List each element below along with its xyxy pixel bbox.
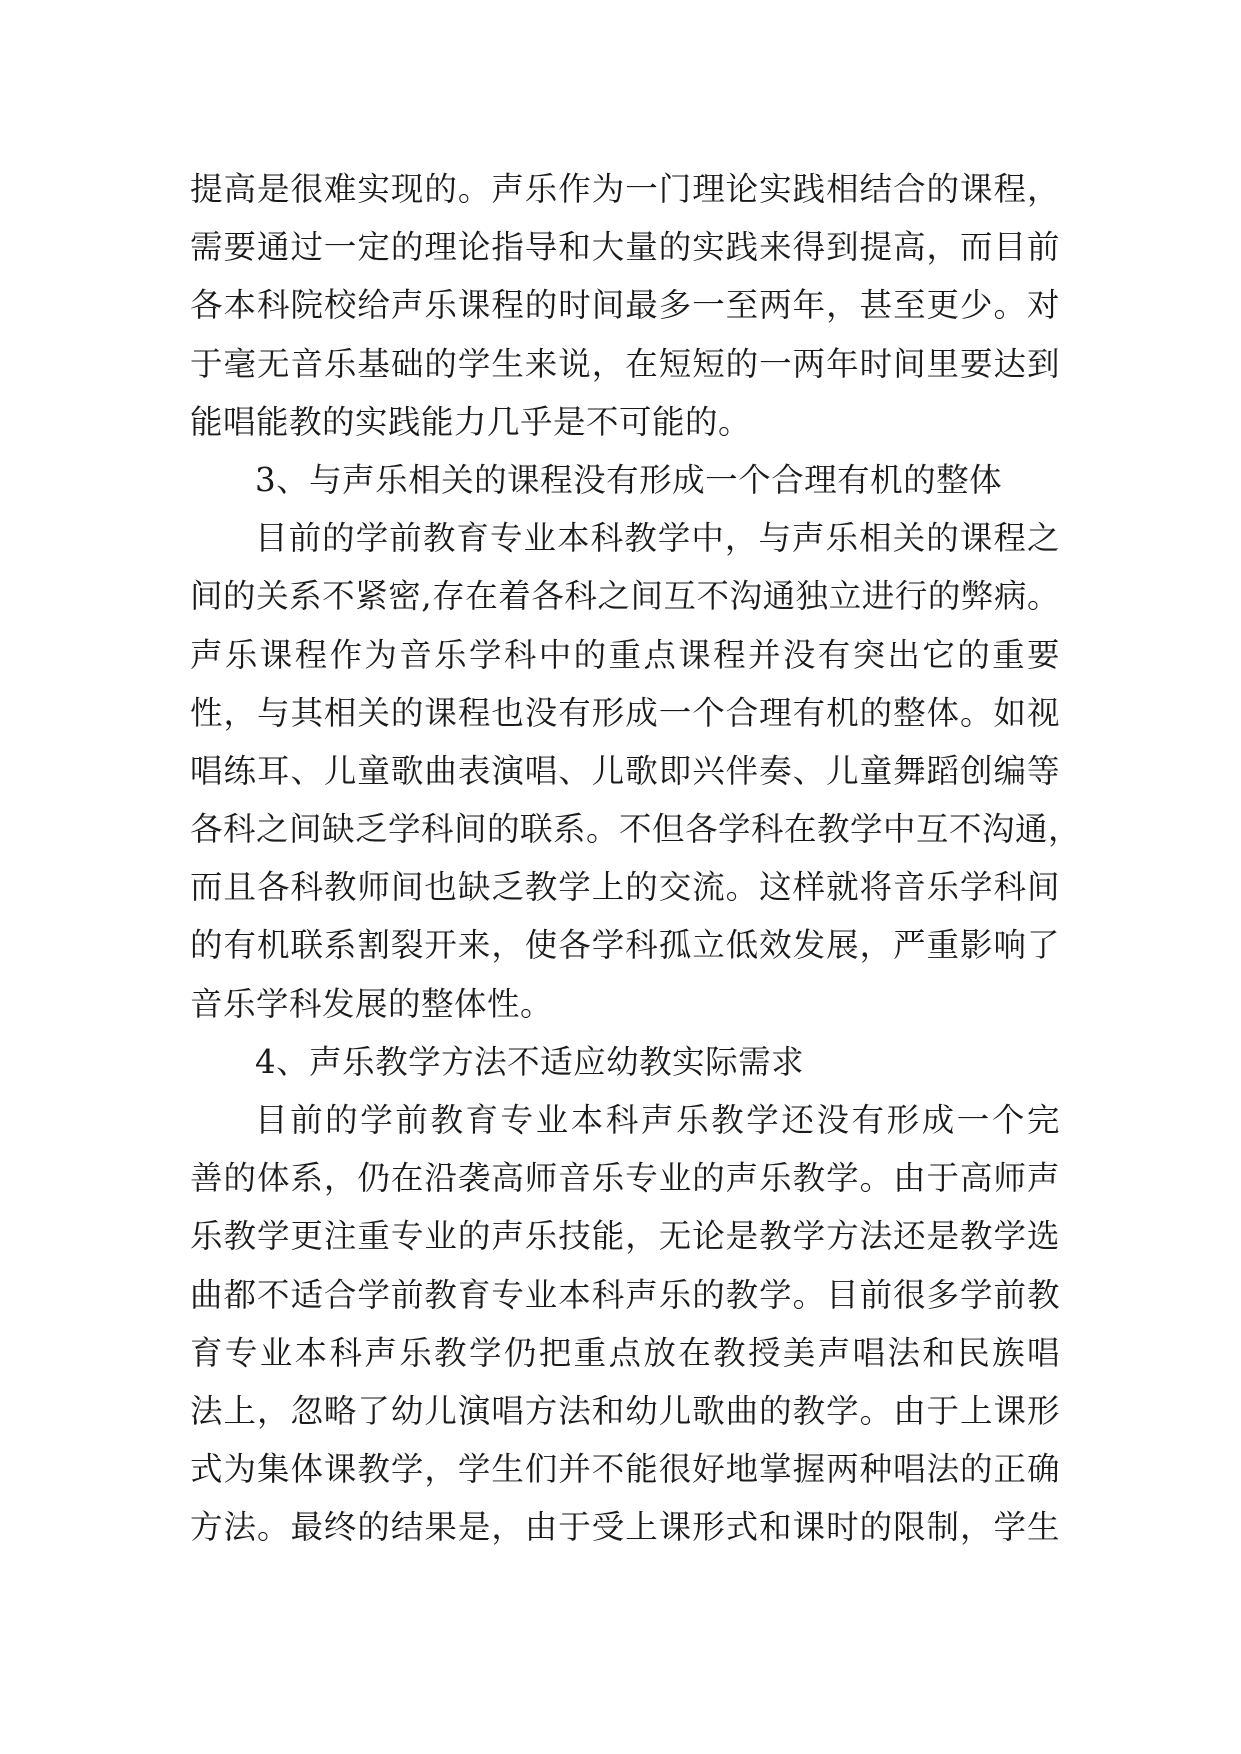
text-line: 式为集体课教学，学生们并不能很好地掌握两种唱法的正确 (190, 1450, 1060, 1489)
text-line: 方法。最终的结果是，由于受上课形式和课时的限制，学生 (190, 1508, 1060, 1547)
text-line: 各本科院校给声乐课程的时间最多一至两年，甚至更少。对 (190, 286, 1060, 325)
text-line: 的有机联系割裂开来，使各学科孤立低效发展，严重影响了 (190, 926, 1060, 965)
section-heading: 4、声乐教学方法不适应幼教实际需求 (255, 1042, 805, 1081)
text-line: 曲都不适合学前教育专业本科声乐的教学。目前很多学前教 (190, 1275, 1060, 1314)
text-line: 而且各科教师间也缺乏教学上的交流。这样就将音乐学科间 (190, 868, 1060, 907)
text-line: 声乐课程作为音乐学科中的重点课程并没有突出它的重要 (190, 635, 1060, 674)
text-line: 乐教学更注重专业的声乐技能，无论是教学方法还是教学选 (190, 1217, 1060, 1256)
section-heading: 3、与声乐相关的课程没有形成一个合理有机的整体 (255, 460, 1003, 499)
text-line: 性，与其相关的课程也没有形成一个合理有机的整体。如视 (190, 693, 1060, 732)
text-line: 提高是很难实现的。声乐作为一门理论实践相结合的课程， (190, 170, 1060, 208)
paragraph-first-line: 目前的学前教育专业本科教学中，与声乐相关的课程之 (255, 519, 1060, 558)
text-line: 善的体系，仍在沿袭高师音乐专业的声乐教学。由于高师声 (190, 1159, 1060, 1198)
text-line: 音乐学科发展的整体性。 (190, 984, 554, 1023)
text-line: 育专业本科声乐教学仍把重点放在教授美声唱法和民族唱 (190, 1333, 1060, 1372)
text-line: 间的关系不紧密,存在着各科之间互不沟通独立进行的弊病。 (190, 577, 1060, 616)
text-line: 唱练耳、儿童歌曲表演唱、儿歌即兴伴奏、儿童舞蹈创编等 (190, 751, 1060, 790)
text-line: 法上，忽略了幼儿演唱方法和幼儿歌曲的教学。由于上课形 (190, 1391, 1060, 1430)
text-line: 各科之间缺乏学科间的联系。不但各学科在教学中互不沟通， (190, 810, 1082, 849)
text-line: 需要通过一定的理论指导和大量的实践来得到提高，而目前 (190, 228, 1060, 267)
body-text (190, 160, 1082, 1557)
text-line: 于毫无音乐基础的学生来说，在短短的一两年时间里要达到 (190, 344, 1060, 383)
text-line: 能唱能教的实践能力几乎是不可能的。 (190, 402, 752, 441)
paragraph-first-line: 目前的学前教育专业本科声乐教学还没有形成一个完 (255, 1101, 1060, 1139)
